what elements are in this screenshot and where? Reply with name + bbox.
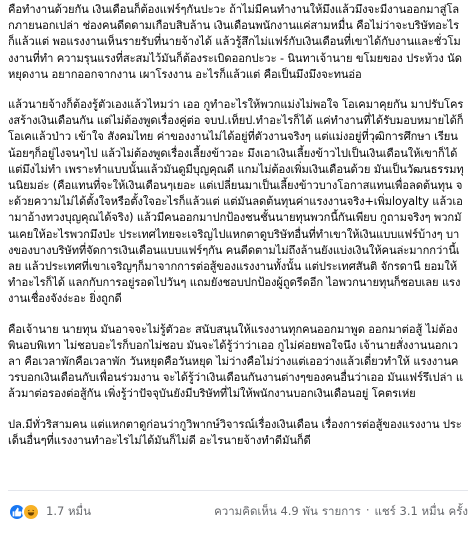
reactions-summary[interactable] [8,503,91,521]
post-stats [214,503,468,521]
laugh-icon [22,503,40,521]
comments-count[interactable]: ความคิดเห็น 4.9 พัน [214,504,318,518]
post-paragraph-3: คือเจ้านาย นายทุน มันอาจจะไม่รู้ตัวอะ สนับสนุนให้แรงงานทุกคนออกมาพูด ออกมาต่อสู้ ไม่ต้องพินอบพิเทา ไม่ชอบอะไรก็บอกไม่ชอบ มันจะได้รู้ว่าว่าเออ กูไม่ค่อยพอใจนึง เจ้านายสั่งงานนอกเวลา คือเวลาพักคือเวลาพัก วันหยุดคือวันหยุด ไม่ว่างคือไม่ว่างแต่เออว่างแล้วเดี่ยวทำให้ แรงงานควรบอกเงินเดือนกับเพื่อนร่วมงาน จะได้รู้ว่าเงินเดือนกันงานต่างๆของคนอื่นว่าเออ มันแฟร์รึเปล่า แล้วมาต่อรองต่อสู้กัน เพิ่งรู้ว่าปัจจุบันยังมีบริษัทที่ไม่ให้พนักงานบอกเงินเดือนอยู่ โคตรเห่ย [8,322,463,401]
post-paragraph-4: ปล.มีทั่วริสามคน แต่แหกตาดูก่อนว่ากูวิพากษ์วิจารณ์เรื่องเงินเดือน เรื่องการต่อสู้ของแรงงาน ประเด็นอื่นๆที่แรงงานทำอะไรไม่ได้มันก็ไม่ดี อะไรนายจ้างทำดีมันก็ดี [8,417,462,447]
reaction-icons [8,503,40,521]
shares-count[interactable]: แชร์ 3.1 หมื่น [374,504,445,518]
stats-separator: · [365,503,370,517]
comments-suffix: รายการ [321,504,361,518]
post-footer [8,500,468,524]
post-body [8,2,464,463]
reaction-count: 1.7 หมื่น [46,504,91,518]
footer-divider [8,490,468,491]
post-paragraph-1: คือทำงานด้วยกัน เงินเดือนก็ต้องแฟร์ๆกันปะวะ ถ้าไม่มีคนทำงานให้มึงแล้วมึงจะมีงานออกมาสู่โลกภายนอกเปล่า ช่องคนดีดดามเกือบสิบล้าน เงินเดือนพนักงานแค่สามหมื่น คือไม่ว่าจะบริษัทอะไรก็แล้วแต่ พอแรงงานเห็นรายรับที่นายจ้างได้ แล้วรู้สึกไม่แฟร์กับเงินเดือนที่เขาได้กับงานและชั่วโมงงานที่ทำ ความรุนแรงที่สะสมไว้มันก็ต้องระเบิดออกปะวะ - นินทาเจ้านาย ขโมยของ ประท้วง นัดหยุดงาน อยากออกจากงาน เผาโรงงาน อะไรก็แล้วแต่ คือเป็นมึงมึงจะทนอ่อ [8,3,462,81]
post-paragraph-2: แล้วนายจ้างก็ต้องรู้ตัวเองแล้วไหมว่า เออ กูทำอะไรให้พวกแม่งไม่พอใจ โอเคมาคุยกัน มาปรับโครงสร้างเงินเดือนกัน แต่ไม่ต้องพูดเรื่องคู่ต่อ จบป.เท็ยป.ทำอะไรก็ได้ แค่ทำงานที่ได้รับมอบหมายได้ก็โอเคแล้วป่าว เข้าใจ สังคมไทย ค่าของงานไม่ได้อยู่ที่ตัวงานจริงๆ แต่แม่งอยู่ที่วุฒิการศึกษา เรียนน้อยๆก็อยู่ไงจนๆไป แล้วไม่ต้องพูดเรื่องเลี้ยงข้าวอะ มึงเอาเงินเลี้ยงข้าวไปเป็นเงินเดือนให้เขาก็ได้ แต่มึงไม่ทำ เพราะทำแบบนั้นแล้วมันดูมีบุญคุณดี แกมไม่ต้องเพิ่มเงินเดือนด้วย มันเป็นวัฒนธรรมทุนนิยมอ่ะ (คือแทนที่จะให้เงินเดือนๆเยอะ แต่เปลี่ยนมาเป็นเลี้ยงข้าวบางโอกาสแทนเพื่อลดต้นทุน จะด้วยความไม่ได้ตั้งใจหรือตั้งใจอะไรก็แล้วแต่ แต่มันลดต้นทุนค่าแรงงานจริง+เพิ่มloyalty แล้วเอามาอ้างทวงบุญคุณได้จริง) แล้วมีคนออกมาปกป้องชนชั้นนายทุนพวกนี้กันเพียบ กูถามจริงๆ พวกมันเคยให้อะไรพวกมึงป่ะ ประเทศไทยจะเจริญไปแหกตาดูบริษัทอื่นที่ทำเขาให้เงินแบบแฟร์บ้างๆ บางของบางบริษัทที่จัดการเงินเดือนแบบแฟร์ๆกัน คนดีดตามไม่ถึงล้านยังแบ่งเงินให้คนล่ะมากกว่านี้เลย แล้วประเทศที่เขาเจริญๆก็มาจากการต่อสู้ของแรงงานทั้งนั้น แต่ประเทศสันติ จักรดานี ยอมให้ทำอะไรก็ได้ แลกกับการอยู่รอดไปวันๆ แถมยังชอบปกป้องผู้ถูดรีดอีก ไอพวกนายทุนก็ชอบเลย แรงงานเชื่องจังง่ะอะ ยิ่งถูกดี [8,98,464,306]
shares-suffix: ครั้ง [448,504,468,518]
